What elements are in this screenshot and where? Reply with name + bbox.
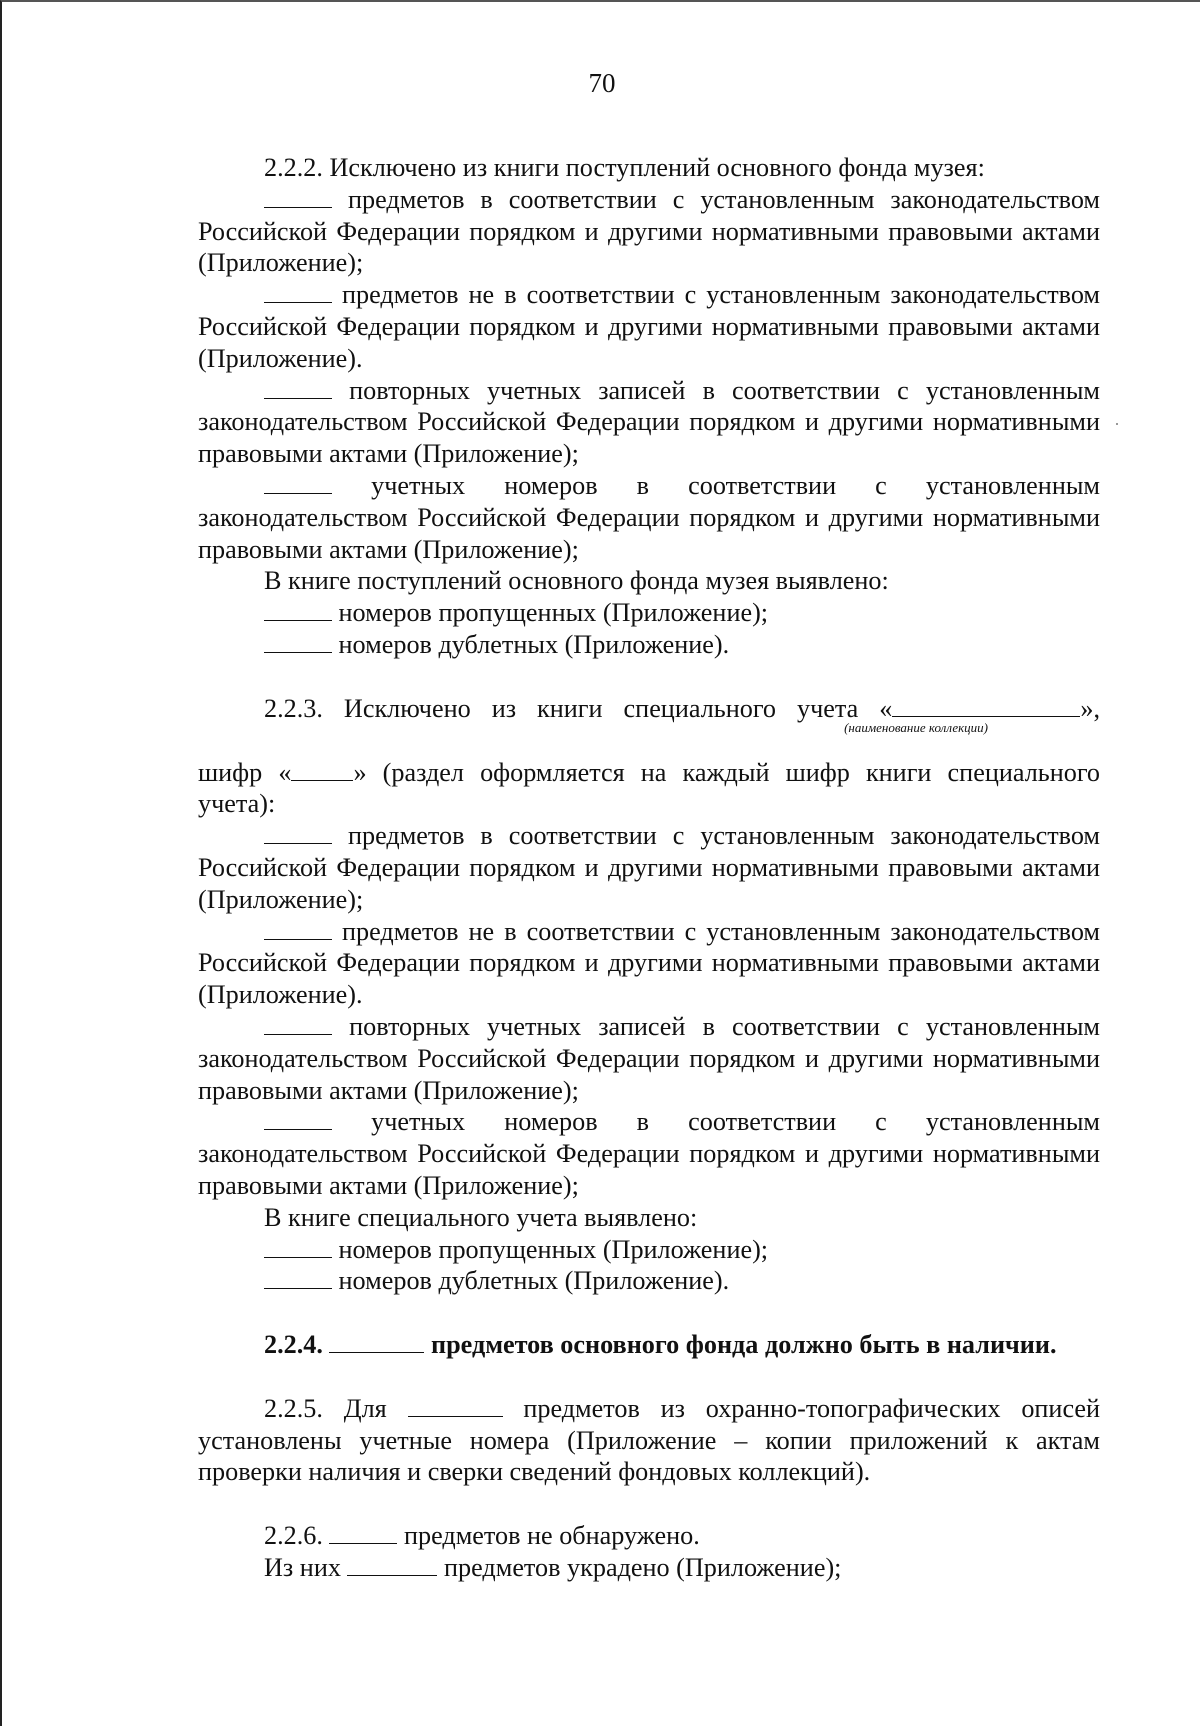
blank-field[interactable] [264,598,332,621]
section-2-2-2-item: повторных учетных записей в соответствии с установленным законодательством Российской Федерации порядком и другими нормативными правовыми актами (Приложение); [198,375,1101,469]
blank-field[interactable] [329,1330,424,1353]
blank-field[interactable] [329,1521,397,1544]
section-2-2-3-heading: 2.2.3. Исключено из книги специального учета « », [264,693,1100,723]
blank-field[interactable] [264,280,332,303]
blank-field[interactable] [264,1107,332,1130]
blank-field[interactable] [264,917,332,940]
section-2-2-4: 2.2.4. предметов основного фонда должно быть в наличии. [264,1330,1057,1360]
section-2-2-6: 2.2.6. предметов не обнаружено. [264,1521,700,1551]
scan-speck [1116,423,1118,425]
collection-name-caption: (наименование коллекции) [844,719,988,735]
collection-name-field[interactable] [892,694,1080,717]
section-2-2-3-found-item: номеров дублетных (Приложение). [198,1265,1100,1297]
section-2-2-2-found-intro: В книге поступлений основного фонда музея выявлено: [264,566,889,596]
section-2-2-3-cipher: шифр « » (раздел оформляется на каждый шифр книги специального учета): [198,757,1100,819]
section-2-2-3-item: повторных учетных записей в соответствии с установленным законодательством Российской Федерации порядком и другими нормативными правовыми актами (Приложение); [198,1011,1101,1105]
blank-field[interactable] [408,1394,503,1417]
section-2-2-2-found-item: номеров пропущенных (Приложение); [198,597,1100,629]
cipher-field[interactable] [291,758,353,781]
blank-field[interactable] [264,471,332,494]
blank-field[interactable] [264,1266,332,1289]
blank-field[interactable] [264,376,332,399]
blank-field[interactable] [264,185,332,208]
section-2-2-5: 2.2.5. Для предметов из охранно-топографических описей установлены учетные номера (Приложение – копии приложений к актам проверки наличия и сверки сведений фондовых коллекций). [198,1393,1101,1487]
page-number: 70 [588,68,616,98]
section-2-2-3-item: учетных номеров в соответствии с установленным законодательством Российской Федерации порядком и другими нормативными правовыми актами (Приложение); [198,1107,1101,1200]
section-2-2-2-item: предметов не в соответствии с установленным законодательством Российской Федерации порядком и другими нормативными правовыми актами (Приложение). [198,280,1100,373]
section-2-2-3-found-intro: В книге специального учета выявлено: [264,1202,698,1232]
section-2-2-2-heading: 2.2.2. Исключено из книги поступлений основного фонда музея: [264,153,985,182]
blank-field[interactable] [264,1012,332,1035]
section-2-2-2-found-item: номеров дублетных (Приложение). [198,629,1100,661]
section-2-2-6-line2: Из них предметов украдено (Приложение); [264,1553,842,1583]
section-2-2-3-item: предметов не в соответствии с установленным законодательством Российской Федерации порядком и другими нормативными правовыми актами (Приложение). [198,916,1100,1010]
section-2-2-3-found-item: номеров пропущенных (Приложение); [198,1234,1100,1266]
section-2-2-2-item: учетных номеров в соответствии с установленным законодательством Российской Федерации порядком и другими нормативными правовыми актами (Приложение); [198,470,1101,564]
blank-field[interactable] [264,821,332,844]
document-body [198,152,1100,1584]
section-2-2-2-item: предметов в соответствии с установленным законодательством Российской Федерации порядком и другими нормативными правовыми актами (Приложение); [198,184,1100,278]
blank-field[interactable] [264,630,332,653]
section-2-2-3-item: предметов в соответствии с установленным законодательством Российской Федерации порядком и другими нормативными правовыми актами (Приложение); [198,821,1100,914]
blank-field[interactable] [347,1553,437,1576]
blank-field[interactable] [264,1235,332,1258]
